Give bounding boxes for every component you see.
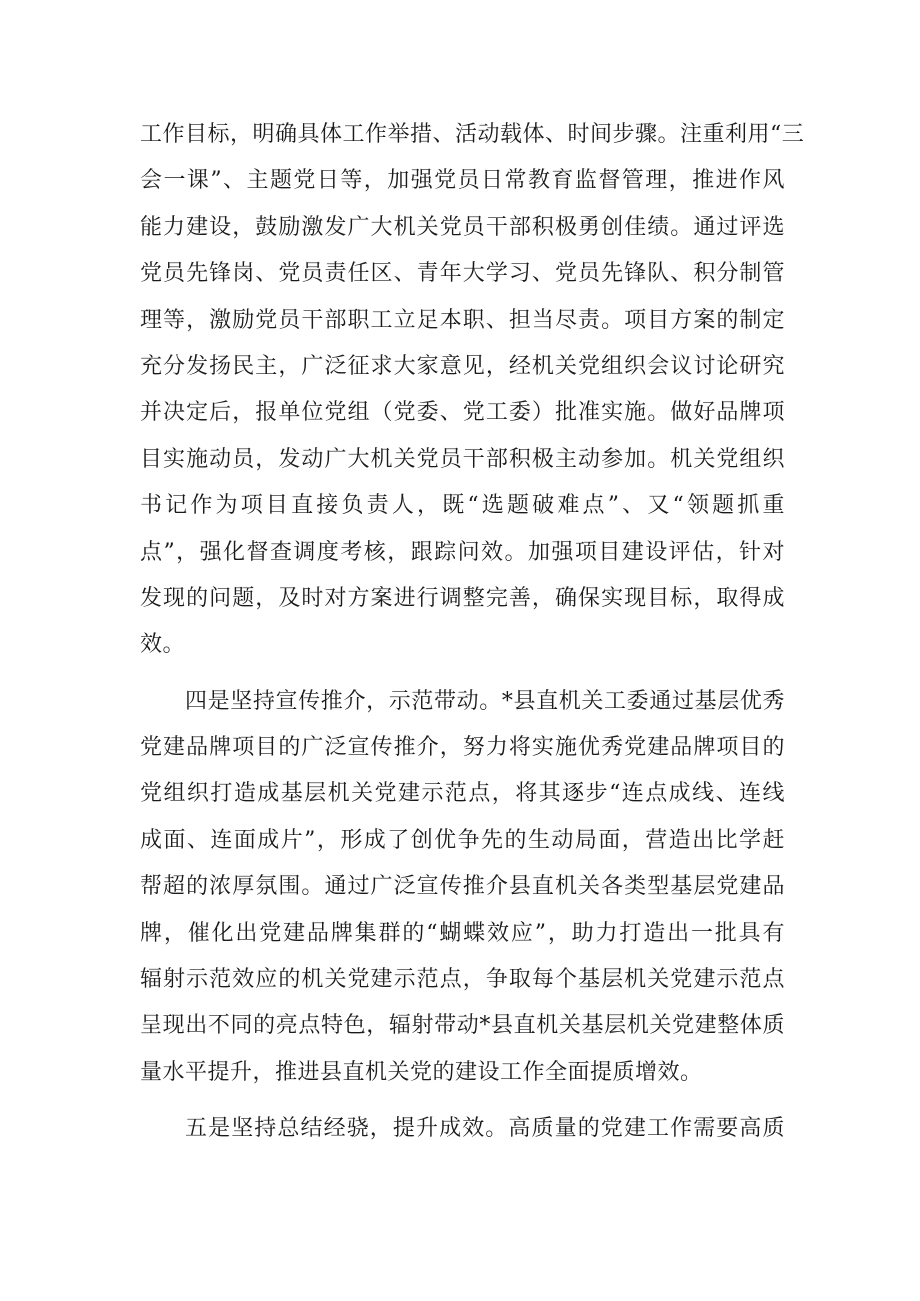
text-line: 党员先锋岗、党员责任区、青年大学习、党员先锋队、积分制管 [140,261,785,287]
document-body [140,112,805,1153]
paragraph-project-implementation [140,112,805,669]
text-line: 会一课”、主题党日等，加强党员日常教育监督管理，推进作风 [140,168,785,194]
text-line: 辐射示范效应的机关党建示范点，争取每个基层机关党建示范点 [140,967,785,993]
text-line: 效。 [140,632,186,658]
paragraph-spacer [140,1096,785,1106]
paragraph-publicity-demonstration [140,679,785,1097]
text-line: 工作目标，明确具体工作举措、活动载体、时间步骤。注重利用“三 [140,122,805,147]
text-line: 党建品牌项目的广泛宣传推介，努力将实施优秀党建品牌项目的 [140,735,785,761]
text-line: 五是坚持总结经骁，提升成效。高质量的党建工作需要高质 [185,1116,785,1142]
text-line: 发现的问题，及时对方案进行调整完善，确保实现目标，取得成 [140,585,785,611]
text-line: 成面、连面成片”，形成了创优争先的生动局面，营造出比学赶 [140,827,785,853]
text-line: 并决定后，报单位党组（党委、党工委）批准实施。做好品牌项 [140,400,785,426]
text-line: 能力建设，鼓励激发广大机关党员干部积极勇创佳绩。通过评选 [140,214,785,240]
text-line: 目实施动员，发动广大机关党员干部积极主动参加。机关党组织 [140,446,785,472]
text-line: 党组织打造成基层机关党建示范点，将其逐步“连点成线、连线 [140,781,785,807]
text-line: 帮超的浓厚氛围。通过广泛宣传推介县直机关各类型基层党建品 [140,874,785,900]
text-line: 书记作为项目直接负责人，既“选题破难点”、又“领题抓重 [140,493,785,519]
text-line: 点”，强化督查调度考核，跟踪问效。加强项目建设评估，针对 [140,539,785,565]
text-line: 四是坚持宣传推介，示范带动。*县直机关工委通过基层优秀 [185,688,785,714]
text-line: 量水平提升，推进县直机关党的建设工作全面提质增效。 [140,1059,703,1085]
text-line: 牌，催化出党建品牌集群的“蝴蝶效应”，助力打造出一批具有 [140,920,785,946]
paragraph-spacer [140,669,785,679]
paragraph-summary-experience [140,1106,785,1152]
text-line: 充分发扬民主，广泛征求大家意见，经机关党组织会议讨论研究 [140,353,785,379]
text-line: 理等，激励党员干部职工立足本职、担当尽责。项目方案的制定 [140,307,785,333]
text-line: 呈现出不同的亮点特色，辐射带动*县直机关基层机关党建整体质 [140,1013,785,1039]
